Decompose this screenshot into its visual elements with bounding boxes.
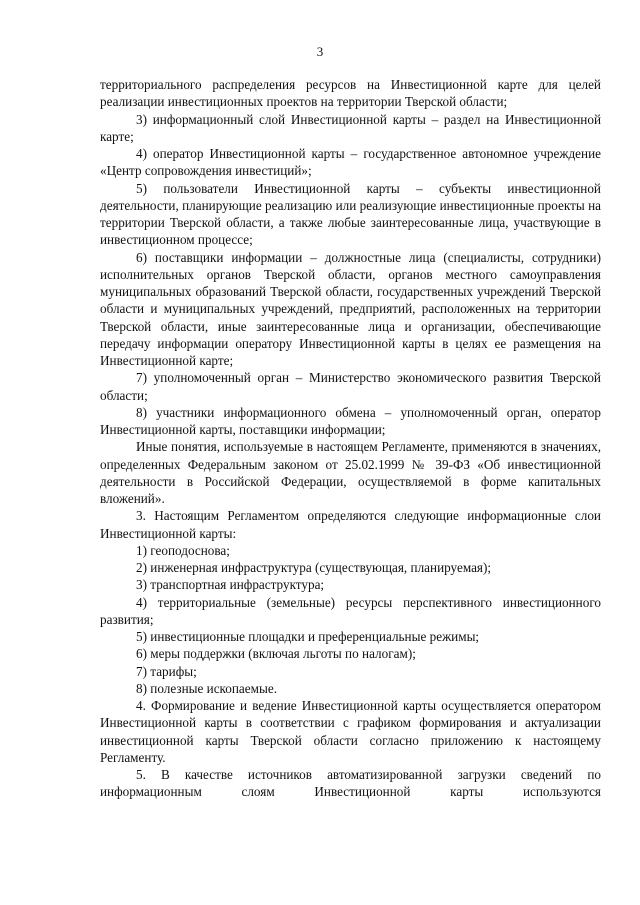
page-number: 3 — [316, 44, 324, 59]
definition-item-6: 6) поставщики информации – должностные лица (специалисты, сотрудники) исполнительных органов Тверской области, органов местного самоуправления муниципальных образований Тверской области, государственных учреждений Тверской области и муниципальных учреждений, предприятий, расположенных на территории Тверской области, иные заинтересованные лица и организации, обеспечивающие передачу информации оператору Инвестиционной карты в целях ее размещения на Инвестиционной карте; — [100, 249, 601, 368]
definition-item-4: 4) оператор Инвестиционной карты – государственное автономное учреждение «Центр сопровождения инвестиций»; — [100, 146, 601, 179]
layer-item-1: 1) геоподоснова; — [136, 542, 230, 558]
layer-item-3: 3) транспортная инфраструктура; — [136, 577, 325, 593]
layer-item-5: 5) инвестиционные площадки и преференциальные режимы; — [136, 629, 480, 644]
definition-item-7: 7) уполномоченный орган – Министерство экономического развития Тверской области; — [100, 370, 601, 403]
definition-item-3: 3) информационный слой Инвестиционной карты – раздел на Инвестиционной карте; — [100, 111, 601, 144]
definition-item-5: 5) пользователи Инвестиционной карты – субъекты инвестиционной деятельности, планирующие реализацию или реализующие инвестиционные проекты на территории Тверской области, а также любые заинтересованные лица, участвующие в инвестиционном процессе; — [100, 180, 601, 248]
layer-item-8: 8) полезные ископаемые. — [136, 680, 277, 696]
layer-item-7: 7) тарифы; — [136, 663, 197, 679]
section-4-paragraph: 4. Формирование и ведение Инвестиционной карты осуществляется оператором Инвестиционной карты в соответствии с графиком формирования и актуализации инвестиционной карты Тверской области согласно приложению к настоящему Регламенту. — [100, 698, 601, 765]
section-5-paragraph: 5. В качестве источников автоматизированной загрузки сведений по информационным слоям Инвестиционной карты используются — [100, 767, 601, 800]
other-terms-paragraph: Иные понятия, используемые в настоящем Регламенте, применяются в значениях, определенных Федеральным законом от 25.02.1999 № 39-ФЗ «Об инвестиционной деятельности в Российской Федерации, осуществляемой в форме капитальных вложений». — [100, 439, 601, 506]
paragraph-continuation: территориального распределения ресурсов на Инвестиционной карте для целей реализации инвестиционных проектов на территории Тверской области; — [100, 77, 601, 110]
definition-item-8: 8) участники информационного обмена – уполномоченный орган, оператор Инвестиционной карты, поставщики информации; — [100, 404, 601, 437]
section-3-paragraph: 3. Настоящим Регламентом определяются следующие информационные слои Инвестиционной карты: — [100, 508, 601, 541]
layer-item-2: 2) инженерная инфраструктура (существующая, планируемая); — [136, 560, 492, 575]
layer-item-6: 6) меры поддержки (включая льготы по налогам); — [136, 646, 416, 662]
document-body — [100, 76, 601, 801]
layer-item-4: 4) территориальные (земельные) ресурсы перспективного инвестиционного развития; — [100, 594, 601, 627]
